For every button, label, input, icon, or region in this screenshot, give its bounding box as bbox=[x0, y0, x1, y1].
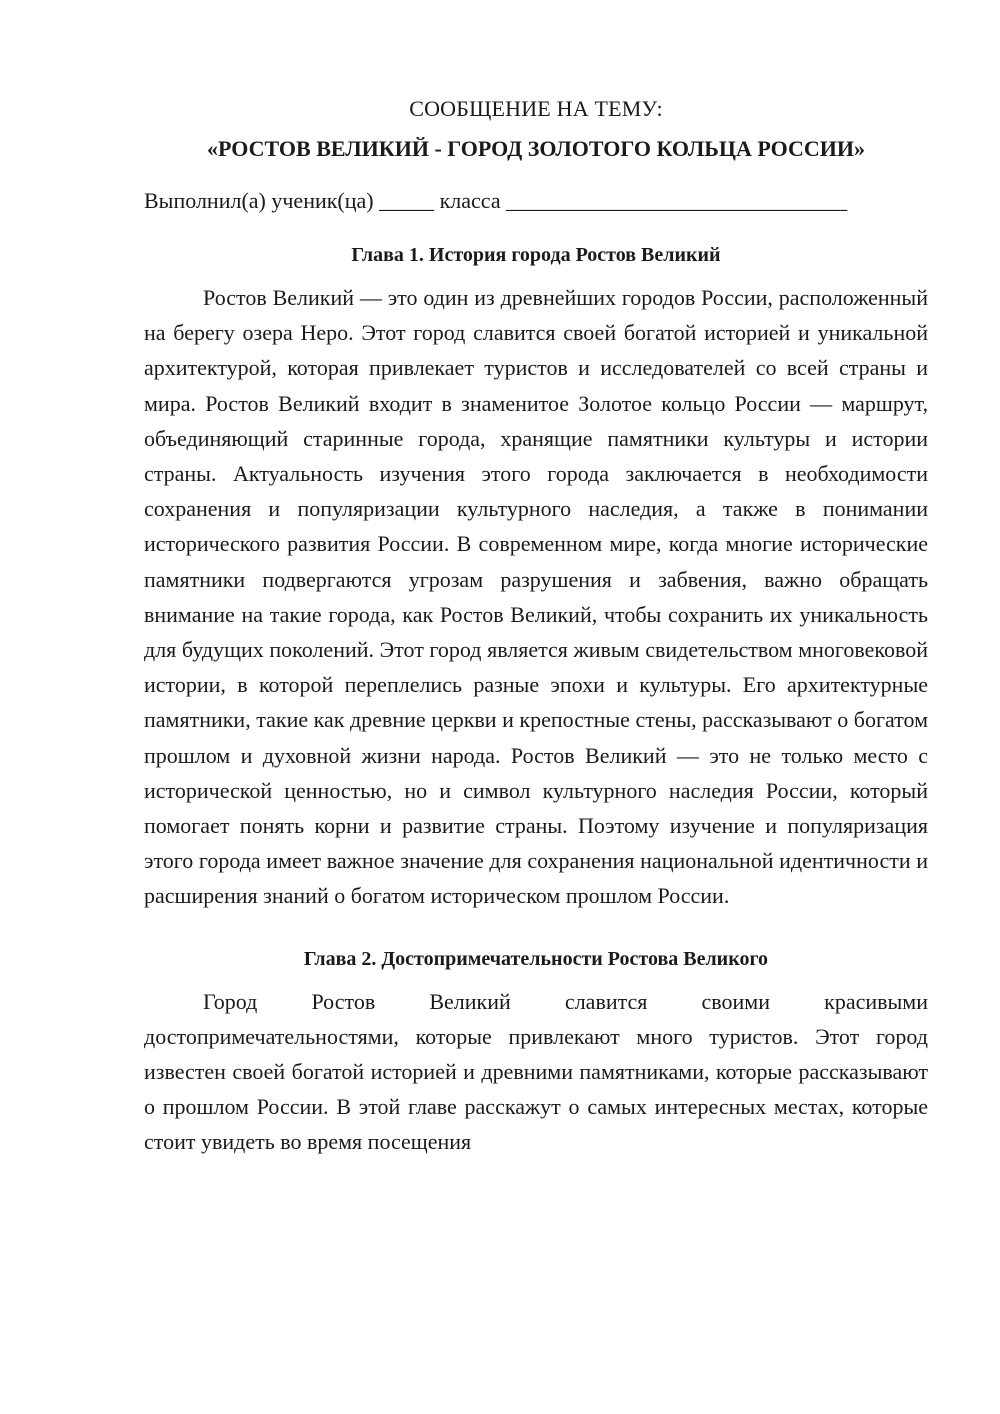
author-byline: Выполнил(а) ученик(ца) _____ класса _______________________________ bbox=[144, 188, 848, 213]
document-kicker: СООБЩЕНИЕ НА ТЕМУ: bbox=[409, 96, 663, 121]
chapter-1-heading: Глава 1. История города Ростов Великий bbox=[351, 244, 721, 266]
chapter-2 bbox=[144, 944, 928, 1160]
chapter-1 bbox=[144, 240, 928, 914]
chapter-1-paragraph: Ростов Великий — это один из древнейших городов России, расположенный на берегу озера Неро. Этот город славится своей богатой историей и уникальной архитектурой, которая привлекает туристов и исследователей со всей страны и мира. Ростов Великий входит в знаменитое Золотое кольцо России — маршрут, объединяющий старинные города, хранящие памятники культуры и истории страны. Актуальность изучения этого города заключается в необходимости сохранения и популяризации культурного наследия, а также в понимании исторического развития России. В современном мире, когда многие исторические памятники подвергаются угрозам разрушения и забвения, важно обращать внимание на такие города, как Ростов Великий, чтобы сохранить их уникальность для будущих поколений. Этот город является живым свидетельством многовековой истории, в которой переплелись разные эпохи и культуры. Его архитектурные памятники, такие как древние церкви и крепостные стены, рассказывают о богатом прошлом и духовной жизни народа. Ростов Великий — это не только место с исторической ценностью, но и символ культурного наследия России, который помогает понять корни и развитие страны. Поэтому изучение и популяризация этого города имеет важное значение для сохранения национальной идентичности и расширения знаний о богатом историческом прошлом России. bbox=[144, 285, 928, 909]
document-title: «РОСТОВ ВЕЛИКИЙ - ГОРОД ЗОЛОТОГО КОЛЬЦА РОССИИ» bbox=[206, 136, 866, 161]
chapter-2-paragraph: Город Ростов Великий славится своими красивыми достопримечательностями, которые привлекают много туристов. Этот город известен своей богатой историей и древними памятниками, которые рассказывают о прошлом России. В этой главе расскажут о самых интересных местах, которые стоит увидеть во время посещения bbox=[144, 988, 928, 1155]
chapter-2-heading: Глава 2. Достопримечательности Ростова Великого bbox=[303, 947, 769, 970]
